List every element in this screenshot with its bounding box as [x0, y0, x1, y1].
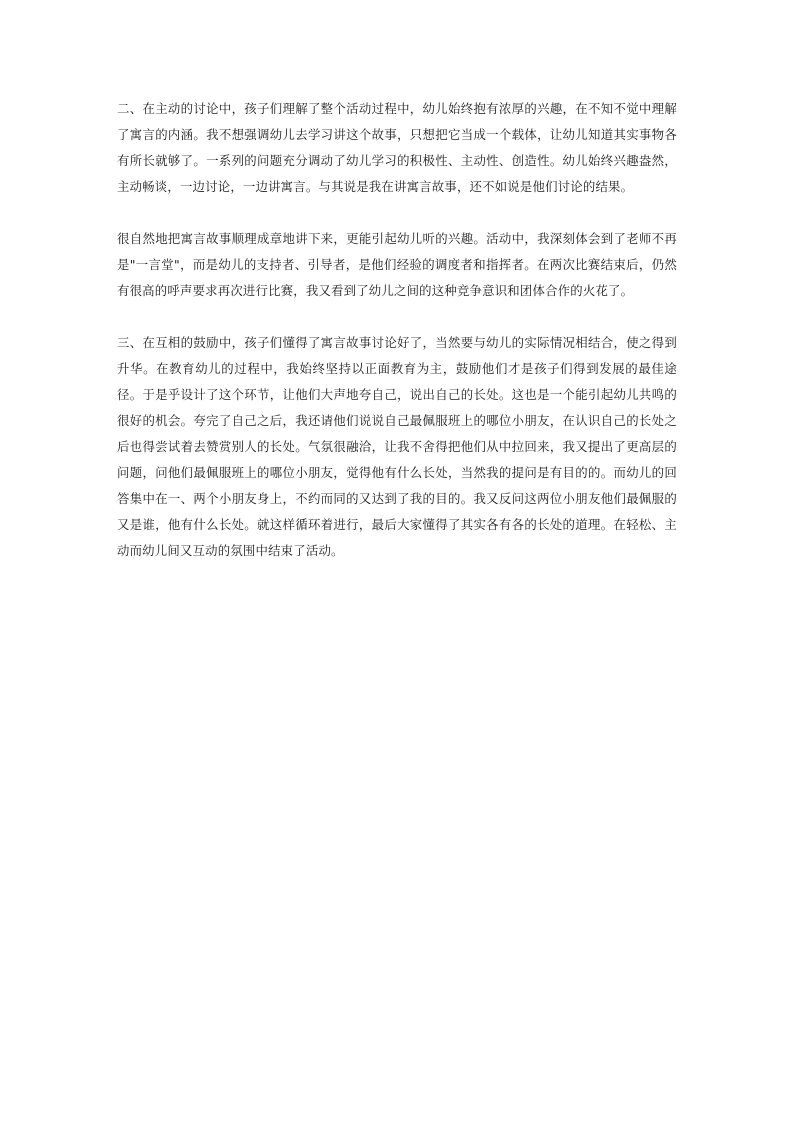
document-body	[117, 96, 677, 564]
paragraph-storytelling: 很自然地把寓言故事顺理成章地讲下来，更能引起幼儿听的兴趣。活动中，我深刻体会到了老师不再是"一言堂"，而是幼儿的支持者、引导者，是他们经验的调度者和指挥者。在两次比赛结束后，仍然有很高的呼声要求再次进行比赛，我又看到了幼儿之间的这种竞争意识和团体合作的火花了。	[117, 231, 677, 298]
paragraph-encouragement: 三、在互相的鼓励中，孩子们懂得了寓言故事讨论好了，当然要与幼儿的实际情况相结合，使之得到升华。在教育幼儿的过程中，我始终坚持以正面教育为主，鼓励他们才是孩子们得到发展的最佳途径。于是乎设计了这个环节，让他们大声地夸自己，说出自己的长处。这也是一个能引起幼儿共鸣的很好的机会。夸完了自己之后，我还请他们说说自己最佩服班上的哪位小朋友，在认识自己的长处之后也得尝试着去赞赏别人的长处。气氛很融洽，让我不舍得把他们从中拉回来，我又提出了更高层的问题，问他们最佩服班上的哪位小朋友，觉得他有什么长处，当然我的提问是有目的的。而幼儿的回答集中在一、两个小朋友身上，不约而同的又达到了我的目的。我又反问这两位小朋友他们最佩服的又是谁，他有什么长处。就这样循环着进行，最后大家懂得了其实各有各的长处的道理。在轻松、主动而幼儿间又互动的氛围中结束了活动。	[117, 335, 677, 558]
paragraph-discussion: 二、在主动的讨论中，孩子们理解了整个活动过程中，幼儿始终抱有浓厚的兴趣，在不知不觉中理解了寓言的内涵。我不想强调幼儿去学习讲这个故事，只想把它当成一个载体，让幼儿知道其实事物各有所长就够了。一系列的问题充分调动了幼儿学习的积极性、主动性、创造性。幼儿始终兴趣盎然，主动畅谈，一边讨论，一边讲寓言。与其说是我在讲寓言故事，还不如说是他们讨论的结果。	[117, 101, 677, 194]
